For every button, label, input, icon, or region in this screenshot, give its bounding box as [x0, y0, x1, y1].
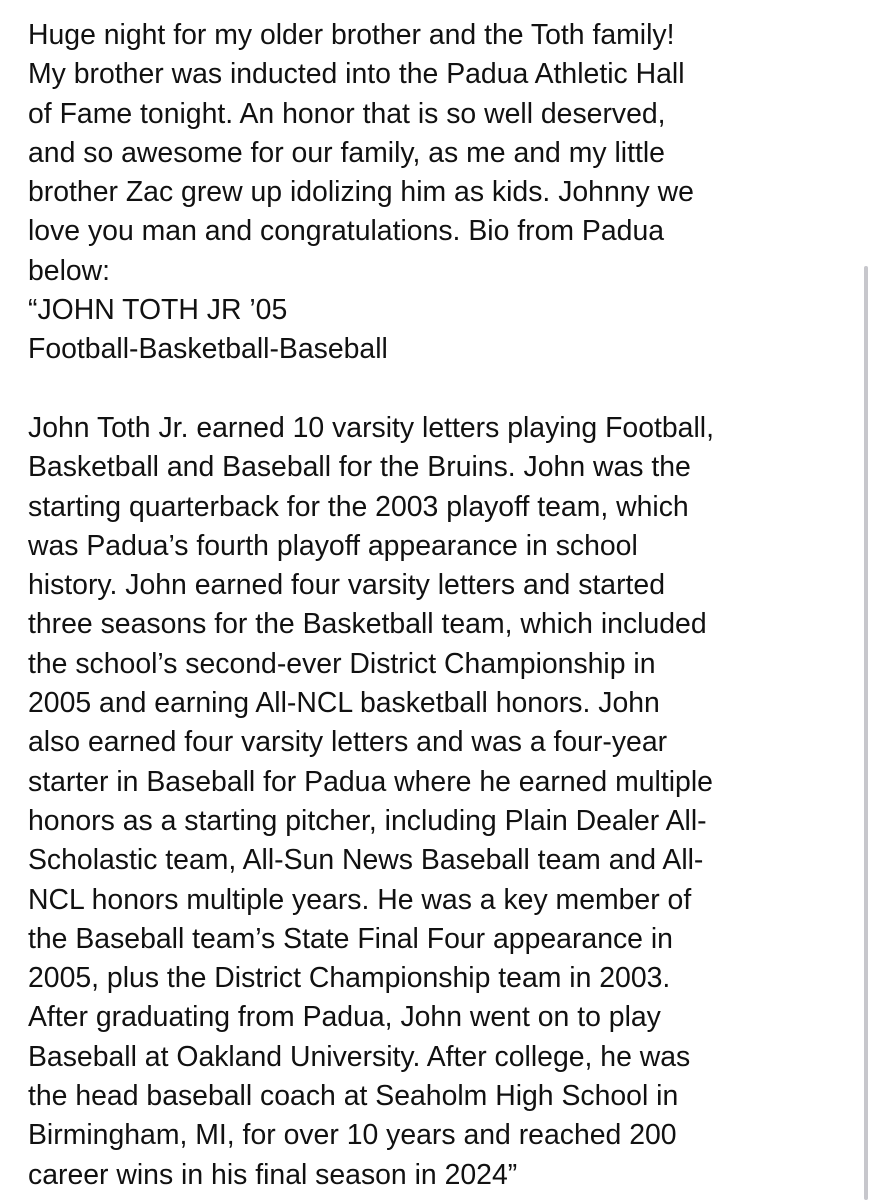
text-line: John Toth Jr. earned 10 varsity letters playing Football, — [28, 411, 714, 444]
text-line: 2005 and earning All-NCL basketball honors. John — [28, 687, 660, 720]
text-line: also earned four varsity letters and was a four-year — [28, 726, 668, 759]
text-line: Basketball and Baseball for the Bruins. John was the — [28, 451, 691, 484]
scrollbar[interactable] — [858, 0, 872, 1200]
text-line: starter in Baseball for Padua where he earned multiple — [28, 765, 713, 798]
text-line: of Fame tonight. An honor that is so well deserved, — [28, 97, 666, 130]
text-line: Scholastic team, All-Sun News Baseball team and All- — [28, 844, 704, 877]
bio-heading-sports: Football-Basketball-Baseball — [28, 333, 388, 366]
text-line: Huge night for my older brother and the Toth family! — [28, 19, 675, 51]
intro-block — [28, 16, 848, 370]
text-line: three seasons for the Basketball team, which included — [28, 608, 707, 641]
text-line: career wins in his final season in 2024” — [28, 1158, 518, 1191]
paragraph-break — [28, 370, 848, 409]
text-line: love you man and congratulations. Bio from Padua — [28, 215, 665, 248]
text-line: brother Zac grew up idolizing him as kids. Johnny we — [28, 176, 694, 209]
scrollbar-thumb[interactable] — [864, 266, 868, 1200]
text-line: starting quarterback for the 2003 playoff team, which — [28, 490, 689, 523]
text-line: and so awesome for our family, as me and my little — [28, 136, 665, 169]
text-line: the school’s second-ever District Championship in — [28, 647, 656, 680]
text-line: Birmingham, MI, for over 10 years and reached 200 — [28, 1119, 677, 1152]
text-line: honors as a starting pitcher, including Plain Dealer All- — [28, 804, 707, 837]
bio-block — [28, 409, 848, 1195]
text-line: Baseball at Oakland University. After college, he was — [28, 1040, 691, 1073]
text-line: below: — [28, 254, 111, 287]
bio-heading-name: “JOHN TOTH JR ’05 — [28, 294, 288, 327]
text-line: the head baseball coach at Seaholm High School in — [28, 1080, 679, 1113]
text-line: was Padua’s fourth playoff appearance in school — [28, 529, 638, 562]
text-line: the Baseball team’s State Final Four appearance in — [28, 922, 673, 955]
post-text — [28, 0, 848, 1195]
text-line: After graduating from Padua, John went on to play — [28, 1001, 661, 1034]
text-line: My brother was inducted into the Padua Athletic Hall — [28, 58, 685, 91]
text-line: history. John earned four varsity letters and started — [28, 569, 666, 602]
text-line: NCL honors multiple years. He was a key member of — [28, 883, 692, 916]
text-line: 2005, plus the District Championship team in 2003. — [28, 962, 671, 995]
